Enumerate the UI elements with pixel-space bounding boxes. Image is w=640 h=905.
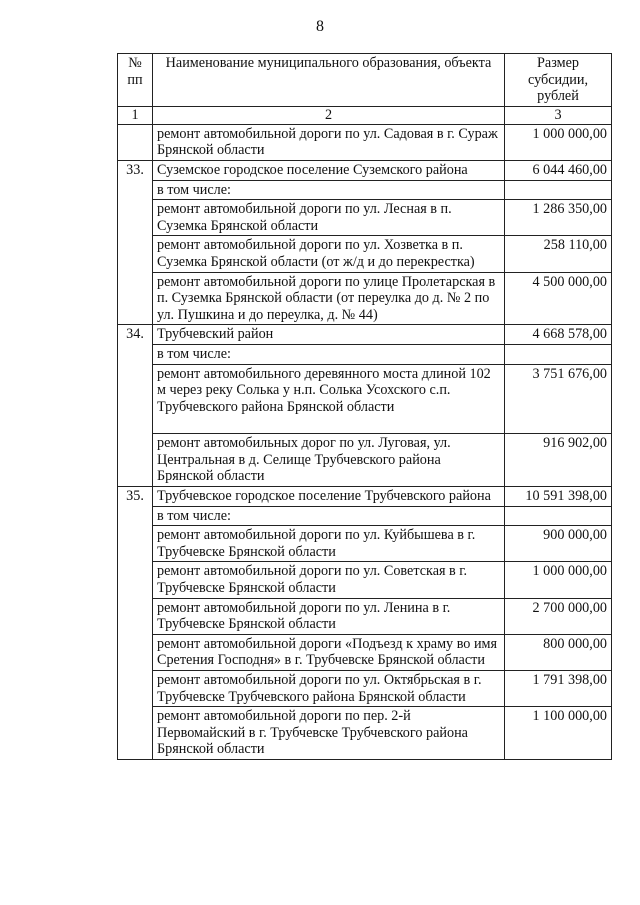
row-number: 35. (118, 487, 153, 760)
table-row (118, 272, 612, 325)
row-name: ремонт автомобильной дороги по ул. Октябрьская в г. Трубчевске Трубчевского района Брянской области (153, 671, 505, 707)
row-amount (505, 344, 612, 364)
row-amount: 4 668 578,00 (505, 325, 612, 345)
column-index: 3 (505, 106, 612, 124)
row-amount: 916 902,00 (505, 434, 612, 487)
row-amount: 900 000,00 (505, 526, 612, 562)
row-amount: 1 791 398,00 (505, 671, 612, 707)
row-name: ремонт автомобильной дороги по ул. Ленина в г. Трубчевске Брянской области (153, 598, 505, 634)
subsidy-table (117, 53, 612, 760)
table-row (118, 344, 612, 364)
row-name: Суземское городское поселение Суземского района (153, 160, 505, 180)
table-row (118, 325, 612, 345)
row-name: в том числе: (153, 506, 505, 526)
table-row (118, 364, 612, 434)
row-name: ремонт автомобильной дороги по пер. 2-й Первомайский в г. Трубчевске Трубчевского района Брянской области (153, 707, 505, 760)
row-name: ремонт автомобильных дорог по ул. Луговая, ул. Центральная в д. Селище Трубчевского района Брянской области (153, 434, 505, 487)
row-name: ремонт автомобильной дороги по ул. Хозветка в п. Суземка Брянской области (от ж/д и до перекрестка) (153, 236, 505, 272)
table-row (118, 671, 612, 707)
row-number: 34. (118, 325, 153, 487)
table-row (118, 160, 612, 180)
column-index: 1 (118, 106, 153, 124)
row-amount: 1 100 000,00 (505, 707, 612, 760)
table-row (118, 506, 612, 526)
table-row (118, 562, 612, 598)
row-amount: 1 000 000,00 (505, 562, 612, 598)
row-number: 33. (118, 160, 153, 324)
row-amount (505, 180, 612, 200)
row-amount: 258 110,00 (505, 236, 612, 272)
table-header-row (118, 54, 612, 107)
row-name: ремонт автомобильной дороги по ул. Советская в г. Трубчевске Брянской области (153, 562, 505, 598)
page-number: 8 (316, 18, 324, 35)
row-amount: 800 000,00 (505, 634, 612, 670)
table-row (118, 598, 612, 634)
column-index-row (118, 106, 612, 124)
row-name: ремонт автомобильного деревянного моста длиной 102 м через реку Солька у н.п. Солька Усохского с.п. Трубчевского района Брянской области (153, 364, 505, 434)
row-name: в том числе: (153, 180, 505, 200)
row-amount: 10 591 398,00 (505, 487, 612, 507)
row-amount: 2 700 000,00 (505, 598, 612, 634)
row-amount: 4 500 000,00 (505, 272, 612, 325)
table-row (118, 200, 612, 236)
row-name: ремонт автомобильной дороги по ул. Садовая в г. Сураж Брянской области (153, 124, 505, 160)
row-name: ремонт автомобильной дороги по ул. Лесная в п. Суземка Брянской области (153, 200, 505, 236)
row-name: ремонт автомобильной дороги по ул. Куйбышева в г. Трубчевске Брянской области (153, 526, 505, 562)
header-num: № пп (118, 54, 153, 107)
row-name: в том числе: (153, 344, 505, 364)
row-number (118, 124, 153, 160)
header-amount: Размер субсидии, рублей (505, 54, 612, 107)
row-amount: 1 286 350,00 (505, 200, 612, 236)
table-row (118, 707, 612, 760)
table-row (118, 434, 612, 487)
header-name: Наименование муниципального образования, объекта (153, 54, 505, 107)
row-amount (505, 506, 612, 526)
row-amount: 6 044 460,00 (505, 160, 612, 180)
column-index: 2 (153, 106, 505, 124)
table-row (118, 634, 612, 670)
row-amount: 3 751 676,00 (505, 364, 612, 434)
row-name: ремонт автомобильной дороги по улице Пролетарская в п. Суземка Брянской области (от переулка до д. № 2 по ул. Пушкина и до переулка, д. № 44) (153, 272, 505, 325)
table-row (118, 124, 612, 160)
row-name: Трубчевский район (153, 325, 505, 345)
row-name: ремонт автомобильной дороги «Подъезд к храму во имя Сретения Господня» в г. Трубчевске Брянской области (153, 634, 505, 670)
table-row (118, 526, 612, 562)
table-row (118, 236, 612, 272)
table-row (118, 180, 612, 200)
row-name: Трубчевское городское поселение Трубчевского района (153, 487, 505, 507)
table-row (118, 487, 612, 507)
row-amount: 1 000 000,00 (505, 124, 612, 160)
